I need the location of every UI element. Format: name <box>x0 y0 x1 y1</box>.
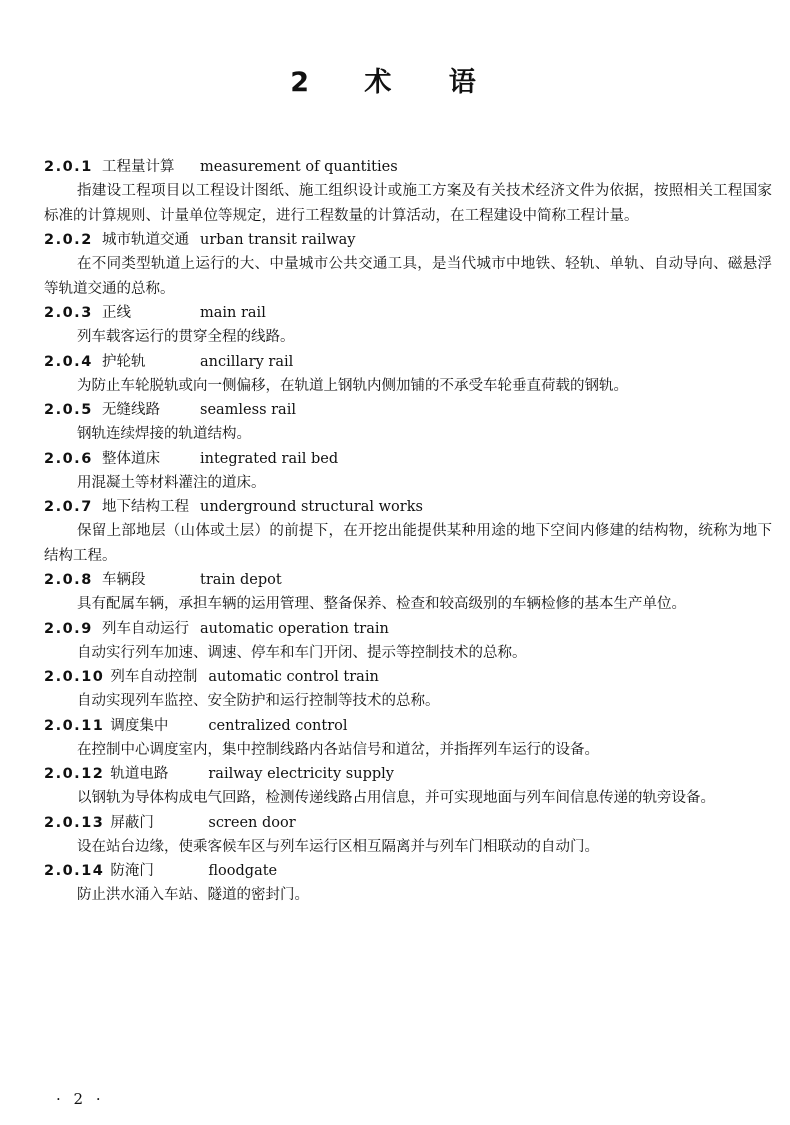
chapter-title-char-1: 术 <box>364 67 392 98</box>
term-definition: 自动实现列车监控、安全防护和运行控制等技术的总称。 <box>77 693 440 709</box>
term-entry <box>44 350 774 399</box>
term-entry <box>44 495 774 568</box>
term-code: 2.0.9 <box>44 620 93 637</box>
term-entry <box>44 811 774 860</box>
term-code: 2.0.14 <box>44 863 105 879</box>
term-english-name: underground structural works <box>200 499 423 515</box>
term-entry <box>44 714 774 763</box>
term-entry <box>44 155 774 228</box>
term-chinese-name: 正线 <box>102 305 131 321</box>
term-code: 2.0.3 <box>44 305 93 321</box>
term-entry <box>44 617 774 666</box>
term-english-name: main rail <box>200 305 266 321</box>
term-definition: 为防止车轮脱轨或向一侧偏移，在轨道上钢轨内侧加铺的不承受车轮垂直荷载的钢轨。 <box>77 377 628 394</box>
chapter-title <box>0 60 790 99</box>
term-definition: 钢轨连续焊接的轨道结构。 <box>77 426 251 442</box>
term-chinese-name: 防淹门 <box>110 863 154 879</box>
term-entry <box>44 447 774 496</box>
term-definition: 自动实行列车加速、调速、停车和车门开闭、提示等控制技术的总称。 <box>77 644 527 661</box>
term-entry <box>44 859 774 908</box>
term-code: 2.0.1 <box>44 159 93 175</box>
term-heading <box>44 714 774 738</box>
term-heading <box>44 617 774 641</box>
term-code: 2.0.5 <box>44 402 93 418</box>
term-chinese-name: 无缝线路 <box>102 402 160 418</box>
term-definition: 在不同类型轨道上运行的大、中量城市公共交通工具，是当代城市中地铁、轻轨、单轨、自动导向、磁悬浮等轨道交通的总称。 <box>44 256 772 297</box>
term-code: 2.0.12 <box>44 766 105 782</box>
term-chinese-name: 整体道床 <box>102 450 160 467</box>
term-chinese-name: 屏蔽门 <box>110 814 154 831</box>
term-english-name: measurement of quantities <box>200 159 398 175</box>
term-entry <box>44 398 774 447</box>
term-definition: 在控制中心调度室内，集中控制线路内各站信号和道岔，并指挥列车运行的设备。 <box>77 741 599 758</box>
term-chinese-name: 工程量计算 <box>102 159 175 175</box>
term-english-name: centralized control <box>208 717 348 734</box>
term-heading <box>44 447 774 471</box>
term-entry <box>44 301 774 350</box>
term-heading <box>44 155 774 179</box>
term-heading <box>44 762 774 786</box>
term-english-name: screen door <box>208 814 296 831</box>
term-english-name: integrated rail bed <box>200 450 339 467</box>
term-chinese-name: 护轮轨 <box>102 353 146 370</box>
term-code: 2.0.6 <box>44 450 93 467</box>
term-heading <box>44 398 774 422</box>
term-english-name: seamless rail <box>200 402 296 418</box>
term-definition: 具有配属车辆，承担车辆的运用管理、整备保养、检查和较高级别的车辆检修的基本生产单位。 <box>77 596 686 612</box>
term-chinese-name: 车辆段 <box>102 572 146 588</box>
term-english-name: railway electricity supply <box>208 766 394 782</box>
term-code: 2.0.7 <box>44 499 93 515</box>
term-entry <box>44 228 774 301</box>
term-english-name: train depot <box>200 572 282 588</box>
term-heading <box>44 228 774 252</box>
term-chinese-name: 调度集中 <box>110 717 169 734</box>
chapter-title-char-2: 语 <box>448 67 476 98</box>
term-definition: 列车载客运行的贯穿全程的线路。 <box>77 329 295 345</box>
term-chinese-name: 列车自动运行 <box>102 620 189 637</box>
term-heading <box>44 665 774 689</box>
page-number: · 2 · <box>56 1090 105 1108</box>
terms-list <box>44 155 774 908</box>
term-heading <box>44 495 774 519</box>
term-chinese-name: 地下结构工程 <box>102 499 189 515</box>
term-code: 2.0.11 <box>44 717 105 734</box>
term-code: 2.0.13 <box>44 814 105 831</box>
chapter-number: 2 <box>290 67 309 98</box>
term-definition: 防止洪水涌入车站、隧道的密封门。 <box>77 887 309 903</box>
term-definition: 指建设工程项目以工程设计图纸、施工组织设计或施工方案及有关技术经济文件为依据，按照相关工程国家标准的计算规则、计量单位等规定，进行工程数量的计算活动，在工程建设中简称工程计量。 <box>44 183 772 224</box>
term-entry <box>44 762 774 811</box>
term-english-name: automatic operation train <box>200 620 389 637</box>
term-definition: 用混凝土等材料灌注的道床。 <box>77 474 266 491</box>
term-definition: 以钢轨为导体构成电气回路，检测传递线路占用信息，并可实现地面与列车间信息传递的轨旁设备。 <box>77 790 715 806</box>
term-heading <box>44 811 774 835</box>
term-english-name: automatic control train <box>208 669 379 685</box>
term-entry <box>44 568 774 617</box>
term-code: 2.0.4 <box>44 353 93 370</box>
term-code: 2.0.8 <box>44 572 93 588</box>
term-heading <box>44 568 774 592</box>
term-heading <box>44 859 774 883</box>
term-code: 2.0.10 <box>44 669 105 685</box>
term-chinese-name: 城市轨道交通 <box>102 232 189 248</box>
term-heading <box>44 350 774 374</box>
term-chinese-name: 轨道电路 <box>110 766 169 782</box>
term-code: 2.0.2 <box>44 232 93 248</box>
term-entry <box>44 665 774 714</box>
term-definition: 设在站台边缘，使乘客候车区与列车运行区相互隔离并与列车门相联动的自动门。 <box>77 838 599 855</box>
term-english-name: floodgate <box>208 863 278 879</box>
term-definition: 保留上部地层（山体或土层）的前提下，在开挖出能提供某种用途的地下空间内修建的结构物，统称为地下结构工程。 <box>44 523 772 564</box>
term-chinese-name: 列车自动控制 <box>110 669 198 685</box>
term-english-name: urban transit railway <box>200 232 356 248</box>
term-heading <box>44 301 774 325</box>
term-english-name: ancillary rail <box>200 353 294 370</box>
